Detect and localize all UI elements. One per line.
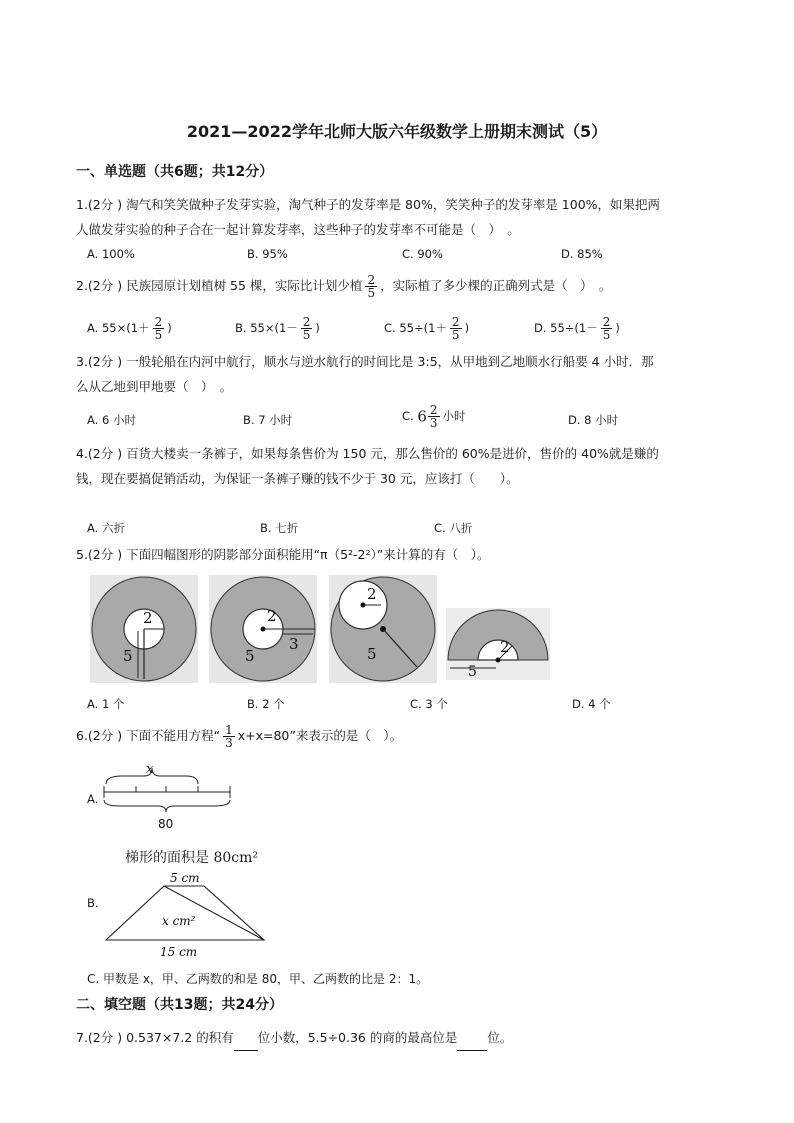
q6a-x-label: x: [146, 764, 154, 777]
q6b-trapezoid-shape: [106, 886, 264, 940]
q7-text-3: 位。: [487, 1030, 513, 1045]
q5-option-a[interactable]: A. 1 个: [87, 697, 125, 711]
q3-option-c-fraction: [428, 404, 440, 429]
q2-option-a-pre: A. 55×(1＋: [87, 321, 150, 335]
q6-frac-num: 1: [225, 723, 233, 737]
q2-option-b-fraction: [301, 316, 313, 341]
q2-option-d-pre: D. 55÷(1－: [534, 321, 598, 335]
q2-option-c[interactable]: [384, 316, 469, 341]
q2-option-d-post: ): [615, 321, 620, 335]
q4-option-b[interactable]: B. 七折: [260, 521, 299, 535]
q5-fig1-label-2: 2: [143, 609, 153, 627]
q5-option-c[interactable]: C. 3 个: [410, 697, 448, 711]
q5-fig3-label-2: 2: [367, 585, 377, 603]
question-7: [76, 1026, 512, 1051]
q5-figure-2-annulus: [209, 575, 317, 683]
q2-option-a-post: ): [167, 321, 172, 335]
q4-option-c[interactable]: C. 八折: [434, 521, 473, 535]
q3-option-d[interactable]: D. 8 小时: [568, 413, 619, 427]
q4-option-a[interactable]: A. 六折: [87, 521, 125, 535]
q2-fraction: [365, 274, 377, 299]
q3-option-c-unit: 小时: [442, 409, 466, 423]
q6-option-c[interactable]: C. 甲数是 x，甲、乙两数的和是 80，甲、乙两数的比是 2：1。: [87, 972, 429, 986]
q2-option-b-pre: B. 55×(1－: [235, 321, 298, 335]
q2-frac-num: 2: [367, 273, 376, 287]
q5-fig4-label-5: 5: [468, 664, 477, 680]
q6-option-b-label[interactable]: B.: [87, 896, 99, 910]
q5-fig2-label-5: 5: [245, 647, 255, 665]
q6a-brace-bottom: [104, 800, 230, 812]
q6a-total-label: 80: [158, 817, 174, 831]
q2-b-num: 2: [302, 315, 311, 329]
question-6-stem: [76, 724, 402, 749]
q5-fig2-label-2: 2: [267, 607, 277, 625]
q2-option-b-post: ): [315, 321, 320, 335]
question-2-stem: [76, 274, 611, 299]
q3-c-num: 2: [429, 403, 438, 417]
q6b-area-label: x cm²: [162, 914, 196, 928]
q7-text-2: 位小数，5.5÷0.36 的商的最高位是: [257, 1030, 458, 1045]
q1-option-b[interactable]: B. 95%: [247, 247, 288, 261]
q5-fig4-label-2: 2: [500, 638, 510, 656]
section-heading-fill-blank: 二、填空题（共13题；共24分）: [76, 997, 283, 1013]
q7-blank-1[interactable]: [234, 1026, 258, 1051]
q5-figure-1-annulus: [90, 575, 198, 683]
q6-stem-tail: x+x=80”来表示的是（ ）。: [237, 728, 403, 743]
question-3-line-1: 3.(2分 ) 一般轮船在内河中航行，顺水与逆水航行的时间比是 3:5，从甲地到乙地顺水行船要 4 小时．那: [76, 354, 654, 369]
q6-fraction: [223, 724, 235, 749]
q5-option-d[interactable]: D. 4 个: [572, 697, 611, 711]
q5-fig1-label-5: 5: [123, 647, 133, 665]
q7-text-1: 7.(2分 ) 0.537×7.2 的积有: [76, 1030, 234, 1045]
q6b-top-label: 5 cm: [170, 871, 200, 885]
q6-option-b-caption: 梯形的面积是 80cm²: [125, 850, 258, 866]
q2-option-c-pre: C. 55÷(1＋: [384, 321, 447, 335]
q2-option-a-fraction: [153, 316, 165, 341]
q5-fig3-label-5: 5: [367, 645, 377, 663]
q2-option-b[interactable]: [235, 316, 320, 341]
q2-d-num: 2: [602, 315, 611, 329]
q2-c-den: 5: [451, 328, 460, 342]
q3-c-den: 3: [429, 416, 438, 430]
question-4-line-2: 钱，现在要搞促销活动，为保证一条裤子赚的钱不少于 30 元，应该打（ ）。: [76, 471, 519, 486]
q3-option-a[interactable]: A. 6 小时: [87, 413, 136, 427]
q2-option-d-fraction: [601, 316, 613, 341]
page-title: 2021—2022学年北师大版六年级数学上册期末测试（5）: [186, 122, 608, 141]
q2-option-a[interactable]: [87, 316, 172, 341]
q1-option-d[interactable]: D. 85%: [561, 247, 603, 261]
q6-option-a-segment-diagram: [100, 764, 234, 832]
q2-b-den: 5: [302, 328, 311, 342]
question-3-line-2: 么从乙地到甲地要（ ） 。: [76, 379, 233, 394]
q5-figure-4-semicircle: [446, 608, 550, 680]
q2-option-d[interactable]: [534, 316, 620, 341]
q3-option-c-label: C.: [402, 409, 418, 423]
q2-stem-tail: ，实际植了多少棵的正确列式是（ ） 。: [380, 278, 612, 293]
q1-option-a[interactable]: A. 100%: [87, 247, 135, 261]
question-1-line-2: 人做发芽实验的种子合在一起计算发芽率，这些种子的发芽率不可能是（ ） 。: [76, 222, 520, 237]
q2-option-c-post: ): [464, 321, 470, 335]
section-heading-single-choice: 一、单选题（共6题；共12分）: [76, 164, 274, 180]
q2-option-c-fraction: [450, 316, 462, 341]
q3-option-c-whole: 6: [417, 407, 427, 426]
question-1-line-1: 1.(2分 ) 淘气和笑笑做种子发芽实验，淘气种子的发芽率是 80%，笑笑种子的发芽率是 100%，如果把两: [76, 197, 661, 212]
q3-option-b[interactable]: B. 7 小时: [243, 413, 293, 427]
q5-option-b[interactable]: B. 2 个: [247, 697, 285, 711]
q6-option-a-label[interactable]: A.: [87, 792, 99, 806]
q6b-bottom-label: 15 cm: [160, 945, 198, 959]
q6-option-b-trapezoid: [100, 868, 270, 960]
q1-option-c[interactable]: C. 90%: [402, 247, 443, 261]
q2-c-num: 2: [451, 315, 460, 329]
q5-fig2-label-3: 3: [289, 635, 299, 653]
q6b-diagonal: [164, 886, 264, 940]
q2-stem-text: 2.(2分 ) 民族园原计划植树 55 棵，实际比计划少植: [76, 278, 363, 293]
q2-a-num: 2: [154, 315, 163, 329]
q2-frac-den: 5: [367, 286, 376, 300]
q2-d-den: 5: [602, 328, 611, 342]
q7-blank-2[interactable]: [457, 1026, 487, 1051]
q3-option-c[interactable]: [402, 404, 466, 429]
q6-stem-text: 6.(2分 ) 下面不能用方程“: [76, 728, 221, 743]
question-5-stem: 5.(2分 ) 下面四幅图形的阴影部分面积能用“π（5²-2²）”来计算的有（ ）。: [76, 547, 490, 562]
q5-figure-3-offset-circles: [329, 575, 437, 683]
q6-frac-den: 3: [225, 736, 233, 750]
question-4-line-1: 4.(2分 ) 百货大楼卖一条裤子，如果每条售价为 150 元，那么售价的 60%是进价，售价的 40%就是赚的: [76, 446, 659, 461]
q2-a-den: 5: [154, 328, 163, 342]
